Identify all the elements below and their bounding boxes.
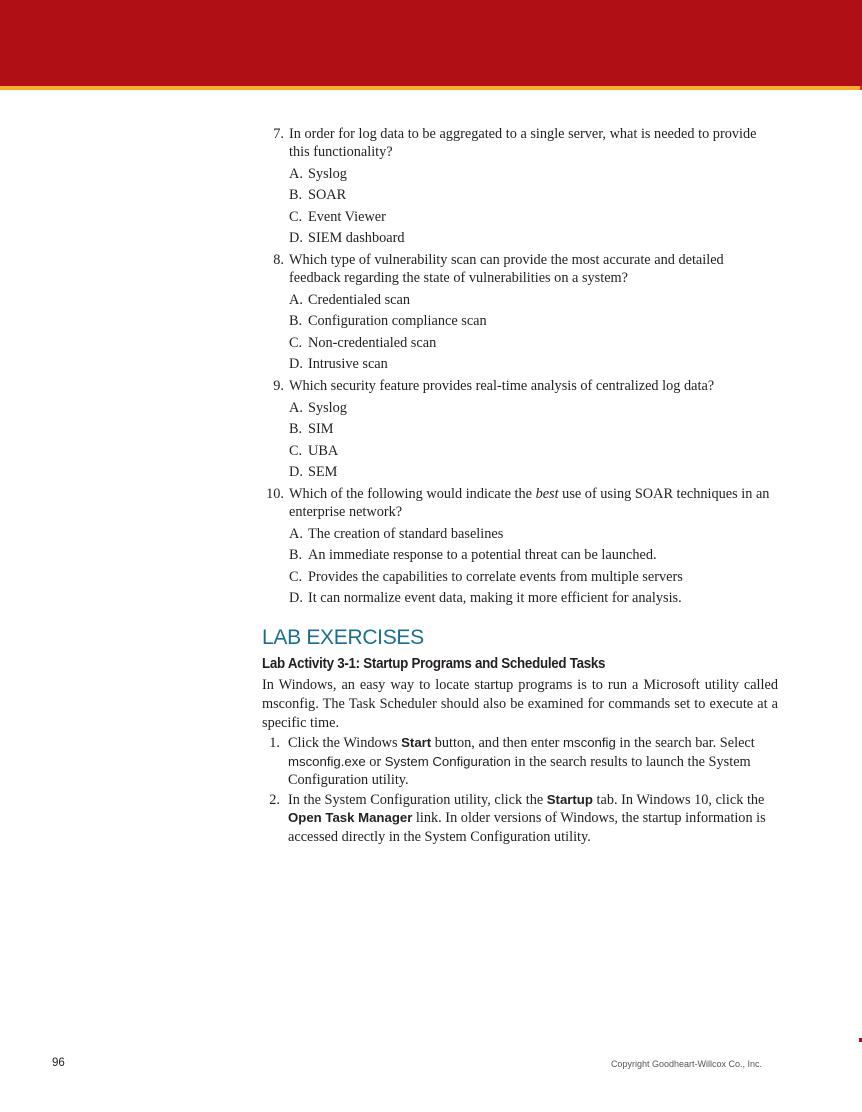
header-banner <box>0 0 862 86</box>
option-text: The creation of standard baselines <box>308 525 504 542</box>
ui-term: msconfig.exe <box>288 753 366 769</box>
option-text: SOAR <box>308 187 347 204</box>
step-text: in the search bar. Select <box>615 735 755 752</box>
question-text: use of using SOAR techniques in an enterprise network? <box>289 485 770 520</box>
ui-term: Startup <box>546 791 593 807</box>
option-letter: A. <box>289 525 303 542</box>
option-text: It can normalize event data, making it more efficient for analysis. <box>308 590 682 607</box>
option-text: Credentialed scan <box>308 291 411 308</box>
answer-option <box>262 291 778 309</box>
question-stem <box>262 377 778 395</box>
answer-option <box>262 589 778 607</box>
answer-option <box>262 442 778 460</box>
question-text: best <box>535 485 559 502</box>
option-text: SIM <box>308 421 334 438</box>
option-letter: A. <box>289 165 303 182</box>
answer-option <box>262 546 778 564</box>
option-text: UBA <box>308 442 339 459</box>
answer-option <box>262 525 778 543</box>
ui-term: System Configuration <box>384 753 511 769</box>
answer-option <box>262 208 778 226</box>
option-letter: B. <box>289 187 303 204</box>
option-letter: D. <box>289 590 303 607</box>
option-text: Event Viewer <box>308 208 386 225</box>
option-letter: B. <box>289 547 303 564</box>
option-text: SEM <box>308 464 338 481</box>
question-list <box>262 125 778 607</box>
answer-option <box>262 568 778 586</box>
question-stem <box>262 485 778 521</box>
option-text: Configuration compliance scan <box>308 313 487 330</box>
option-text: Syslog <box>308 165 347 182</box>
option-text: Provides the capabilities to correlate events from multiple servers <box>308 568 683 585</box>
copyright: Copyright Goodheart-Willcox Co., Inc. <box>610 1059 762 1069</box>
ui-term: Open Task Manager <box>288 810 413 826</box>
option-text: Intrusive scan <box>308 356 388 373</box>
step-number: 1. <box>269 735 280 752</box>
question-number: 10. <box>266 485 284 502</box>
option-letter: C. <box>289 568 303 585</box>
lab-step <box>262 734 778 790</box>
step-text: tab. In Windows 10, click the <box>592 791 765 808</box>
step-text: link. In older versions of Windows, the startup information is accessed directly in the System Configuration utility. <box>288 810 766 845</box>
question-number: 8. <box>273 251 284 268</box>
question-text: Which security feature provides real-time analysis of centralized log data? <box>289 377 715 394</box>
activity-title: Lab Activity 3-1: Startup Programs and Scheduled Tasks <box>262 656 606 673</box>
answer-option <box>262 165 778 183</box>
question-stem <box>262 251 778 287</box>
option-letter: A. <box>289 399 303 416</box>
step-text: in the search results to launch the System Configuration utility. <box>288 753 751 789</box>
option-letter: B. <box>289 313 303 330</box>
option-letter: B. <box>289 421 303 438</box>
header-stripe <box>0 86 860 90</box>
question-stem <box>262 125 778 161</box>
question-item <box>262 251 778 373</box>
answer-option <box>262 334 778 352</box>
user-input-term: msconfig <box>563 735 616 751</box>
answer-option <box>262 186 778 204</box>
question-text: Which of the following would indicate the <box>289 485 536 502</box>
activity-intro: In Windows, an easy way to locate startup programs is to run a Microsoft utility called msconfig. The Task Scheduler should also be examined for commands set to execute at a specific time. <box>262 677 778 732</box>
option-letter: D. <box>289 230 303 247</box>
option-text: SIEM dashboard <box>308 230 405 247</box>
question-text: In order for log data to be aggregated to a single server, what is needed to provide this functionality? <box>289 126 757 160</box>
option-letter: D. <box>289 356 303 373</box>
question-item <box>262 485 778 607</box>
option-text: Non-credentialed scan <box>308 334 437 351</box>
question-number: 7. <box>273 126 284 142</box>
option-text: An immediate response to a potential threat can be launched. <box>308 547 657 564</box>
answer-option <box>262 355 778 373</box>
ui-term: Start <box>401 735 432 751</box>
step-text: button, and then enter <box>431 735 564 752</box>
step-text: In the System Configuration utility, click the <box>288 791 547 808</box>
option-letter: C. <box>289 208 303 225</box>
answer-option <box>262 229 778 247</box>
option-letter: C. <box>289 442 303 459</box>
answer-option <box>262 463 778 481</box>
section-heading: LAB EXERCISES <box>262 626 424 650</box>
question-text: Which type of vulnerability scan can provide the most accurate and detailed feedback regarding the state of vulnerabilities on a system? <box>289 251 724 286</box>
step-text: Click the Windows <box>288 735 402 752</box>
answer-option <box>262 420 778 438</box>
option-letter: D. <box>289 464 303 481</box>
page-content <box>262 125 778 846</box>
page-number: 96 <box>52 1057 65 1069</box>
question-item <box>262 377 778 481</box>
answer-option <box>262 312 778 330</box>
question-number: 9. <box>273 377 284 394</box>
step-number: 2. <box>269 791 280 808</box>
answer-option <box>262 399 778 417</box>
option-letter: C. <box>289 334 303 351</box>
option-text: Syslog <box>308 399 347 416</box>
option-letter: A. <box>289 291 303 308</box>
lab-step <box>262 791 778 847</box>
question-item <box>262 125 778 247</box>
step-text: or <box>365 753 385 770</box>
